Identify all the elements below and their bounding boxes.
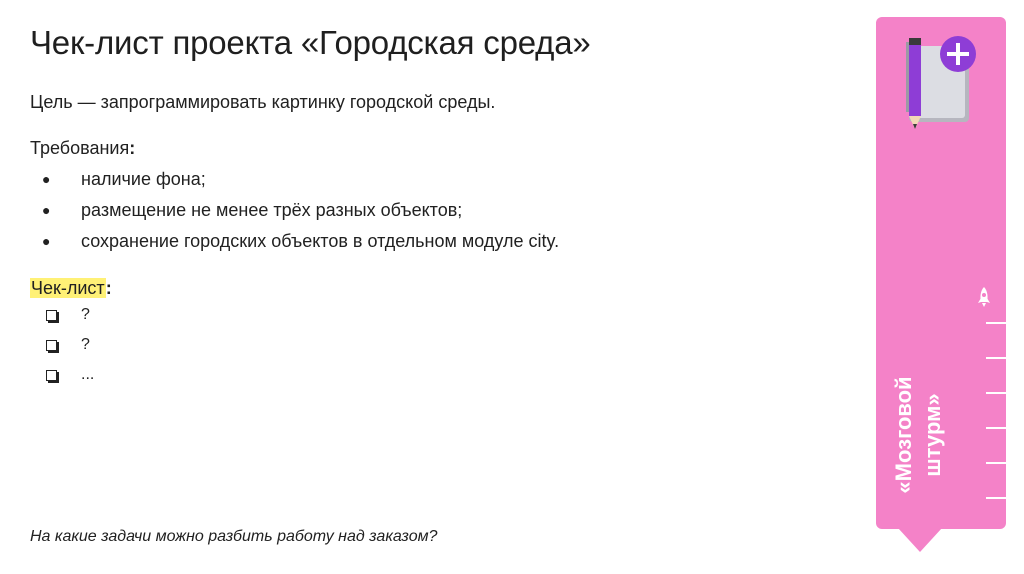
ruler-tick [986,427,1006,429]
requirements-colon: : [129,138,136,158]
checklist-item-text: ? [81,336,90,353]
requirement-text: размещение не менее трёх разных объектов; [81,200,463,220]
ruler-tick [986,357,1006,359]
side-panel-tip [898,528,942,552]
notebook-plus-icon [900,32,980,130]
requirements-heading [30,138,135,159]
ruler-tick [986,322,1006,324]
goal-text: Цель — запрограммировать картинку городской среды. [30,92,496,112]
checklist-label: Чек-лист [31,278,105,298]
checklist-list [44,305,94,395]
checklist-colon: : [105,278,112,298]
checkbox-icon [46,310,57,321]
question-text: На какие задачи можно разбить работу над заказом? [30,528,438,545]
requirements-list [30,168,559,261]
ruler-tick [986,392,1006,394]
checklist-item-text: ... [81,366,95,383]
requirement-text: сохранение городских объектов в отдельном модуле city. [81,231,560,251]
checklist-item [44,365,94,395]
checklist-heading [30,278,112,299]
list-item [30,230,559,261]
panel-label-line2: штурм» [920,393,945,477]
page-title: Чек-лист проекта «Городская среда» [30,24,591,61]
bullet-icon: ● [42,233,51,249]
checklist-item [44,305,94,335]
list-item [30,199,559,230]
panel-label-line1: «Мозговой [891,376,916,494]
list-item [30,168,559,199]
checklist-item-text: ? [81,306,90,323]
ruler-tick [986,497,1006,499]
requirements-label: Требования [30,138,130,158]
checkbox-icon [46,340,57,351]
ruler-tick [986,462,1006,464]
checkbox-icon [46,370,57,381]
rocket-icon [976,286,992,308]
bullet-icon: ● [42,202,51,218]
checklist-item [44,335,94,365]
requirement-text: наличие фона; [81,169,206,189]
bullet-icon: ● [42,171,51,187]
